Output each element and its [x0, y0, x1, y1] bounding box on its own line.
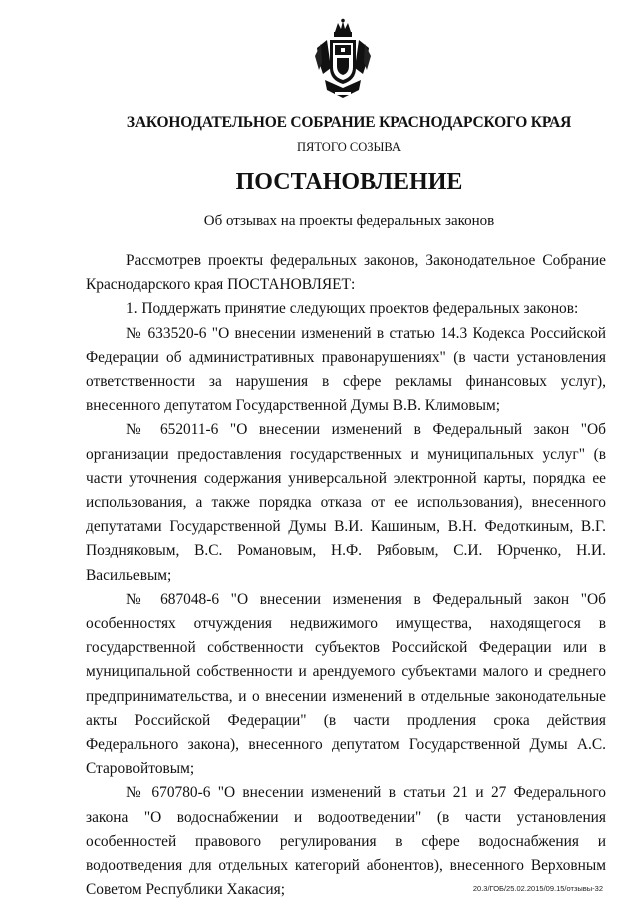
paragraph-bill-687048: № 687048-6 "О внесении изменения в Федеральный закон "Об особенностях отчуждения недвижимого имущества, находящегося в государственной собственности субъектов Российской Федерации или в муниципальной собственности и арендуемого субъектами малого и среднего предпринимательства, и о внесении изменений в отдельные законодательные акты Российской Федерации" (в части продления срока действия Федерального закона), внесенного депутатом Государственной Думы А.С. Старовойтовым; — [86, 590, 606, 778]
document-type-title: ПОСТАНОВЛЕНИЕ — [235, 169, 463, 195]
paragraph-preamble: Рассмотрев проекты федеральных законов, Законодательное Собрание Краснодарского края ПОСТАНОВЛЯЕТ: — [86, 252, 606, 294]
paragraph-bill-633520: № 633520-6 "О внесении изменений в статью 14.3 Кодекса Российской Федерации об административных правонарушениях" (в части установления ответственности за нарушения в сфере рекламы финансовых услуг), внесенного депутатом Государственной Думы В.В. Климовым; — [86, 324, 606, 415]
document-subject: Об отзывах на проекты федеральных законов — [203, 213, 495, 229]
organization-name: ЗАКОНОДАТЕЛЬНОЕ СОБРАНИЕ КРАСНОДАРСКОГО КРАЯ — [126, 114, 572, 131]
document-body — [86, 249, 606, 902]
document-footer-code: 20.3/ГОБ/25.02.2015/09.15/отзывы-32 — [472, 884, 603, 893]
paragraph-bill-670780: № 670780-6 "О внесении изменений в статьи 21 и 27 Федерального закона "О водоснабжении и водоотведении" (в части установления особенностей правового регулирования в сфере водоснабжения и водоотведения для отдельных категорий абонентов), внесенного Верховным Советом Республики Хакасия; — [86, 784, 606, 899]
convocation-label: ПЯТОГО СОЗЫВА — [296, 140, 402, 154]
paragraph-item-1: 1. Поддержать принятие следующих проектов федеральных законов: — [126, 300, 579, 318]
krasnodar-coat-of-arms-icon — [313, 18, 373, 100]
paragraph-bill-652011: № 652011-6 "О внесении изменений в Федеральный закон "Об организации предоставления государственных и муниципальных услуг" (в части уточнения содержания универсальной электронной карты, порядка ее использования, а также порядка отказа от ее использования), внесенного депутатами Государственной Думы В.И. Кашиным, В.Н. Федоткиным, В.Г. Поздняковым, В.С. Романовым, Н.Ф. Рябовым, С.И. Юрченко, Н.И. Васильевым; — [86, 421, 606, 584]
